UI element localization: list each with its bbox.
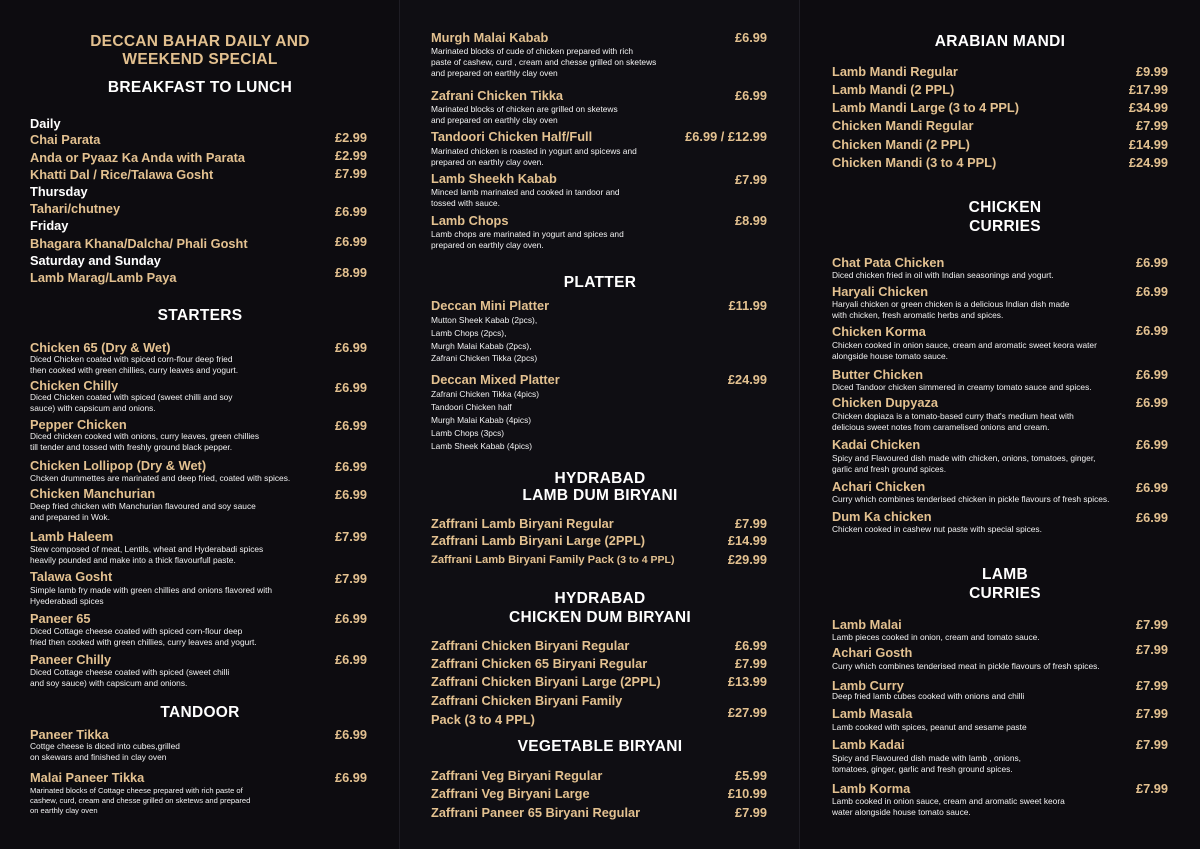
tandoor-item-name: Lamb Sheekh Kabab	[431, 171, 557, 186]
tandoor-item-name: Malai Paneer Tikka	[30, 770, 145, 785]
thursday-label: Thursday	[30, 184, 88, 199]
breakfast-item-name: Lamb Marag/Lamb Paya	[30, 270, 177, 285]
curry-item-name: Achari Chicken	[832, 479, 926, 494]
biryani-item-price: £13.99	[727, 674, 767, 689]
tandoor-item-price: £6.99 / £12.99	[685, 129, 767, 144]
mandi-item-price: £17.99	[1128, 82, 1168, 97]
curry-item-price: £6.99	[1135, 367, 1168, 382]
mandi-item-name: Chicken Mandi (3 to 4 PPL)	[832, 155, 997, 170]
biryani-item-name: Zaffrani Chicken 65 Biryani Regular	[431, 656, 648, 671]
starter-item-name: Lamb Haleem	[30, 529, 114, 544]
tandoor-item-description: Marinated blocks of Cottage cheese prepared with rich paste of cashew, curd, cream and chesse grilled on sketews and prepared on earthly clay oven	[30, 786, 251, 815]
tandoor-item-price: £6.99	[334, 727, 367, 742]
biryani-item-name: Zaffrani Chicken Biryani Regular	[431, 638, 630, 653]
mandi-item-price: £24.99	[1128, 155, 1168, 170]
tandoor-item-price: £8.99	[734, 213, 767, 228]
starter-item-name: Chicken 65 (Dry & Wet)	[30, 340, 171, 355]
starter-item-description: Diced Chicken coated with spiced corn-flour deep fried then cooked with green chillies, curry leaves and yogurt.	[30, 354, 239, 375]
veg-biryani-heading: VEGETABLE BIRYANI	[517, 738, 683, 755]
curry-item-description: Spicy and Flavoured dish made with chicken, onions, tomatoes, ginger, garlic and fresh ground spices.	[832, 453, 1096, 474]
starter-item-price: £6.99	[334, 611, 367, 626]
curry-item-price: £7.99	[1135, 737, 1168, 752]
lamb-curries-heading-line-1: LAMB	[982, 566, 1028, 583]
curry-item-description: Chicken cooked in cashew nut paste with special spices.	[832, 524, 1042, 534]
biryani-item-price: £10.99	[727, 786, 767, 801]
curry-item-name: Chat Pata Chicken	[832, 255, 945, 270]
curry-item-name: Kadai Chicken	[832, 437, 921, 452]
biryani-item-price: £29.99	[727, 552, 767, 567]
tandoor-item-name: Paneer Tikka	[30, 727, 109, 742]
curry-item-price: £6.99	[1135, 255, 1168, 270]
starter-item-price: £6.99	[334, 459, 367, 474]
curry-item-price: £6.99	[1135, 323, 1168, 338]
breakfast-item-price: £6.99	[334, 204, 367, 219]
title-line-2: WEEKEND SPECIAL	[122, 51, 278, 68]
starter-item-name: Chicken Lollipop (Dry & Wet)	[30, 458, 207, 473]
curry-item-description: Diced chicken fried in oil with Indian seasonings and yogurt.	[832, 270, 1054, 280]
platter-item-price: £24.99	[727, 372, 767, 387]
curry-item-description: Chicken dopiaza is a tomato-based curry that's medium heat with delicious sweet notes from caramelised onions and cream.	[832, 411, 1074, 432]
breakfast-item-price: £6.99	[334, 234, 367, 249]
mandi-item-price: £9.99	[1135, 64, 1168, 79]
title-line-1: DECCAN BAHAR DAILY AND	[90, 33, 310, 50]
biryani-item-name: Zaffrani Chicken Biryani Large (2PPL)	[431, 674, 661, 689]
tandoor-item-description: Marinated blocks of chicken are grilled on sketews and prepared on earthly clay oven	[431, 104, 618, 125]
breakfast-heading: BREAKFAST TO LUNCH	[107, 79, 293, 96]
chicken-curries-heading-line-2: CURRIES	[969, 218, 1041, 235]
tandoor-item-price: £7.99	[734, 172, 767, 187]
curry-item-name: Chicken Korma	[832, 324, 926, 339]
starter-item-description: Diced Cottage cheese coated with spiced (sweet chilli and soy sauce) with capsicum and onions.	[30, 667, 230, 688]
menu-panel-right	[800, 0, 1200, 849]
curry-item-description: Lamb pieces cooked in onion, cream and tomato sauce.	[832, 632, 1040, 642]
biryani-item-price: £7.99	[734, 805, 767, 820]
curry-item-price: £6.99	[1135, 437, 1168, 452]
curry-item-price: £7.99	[1135, 678, 1168, 693]
starter-item-price: £6.99	[334, 487, 367, 502]
lamb-biryani-heading-line-1: HYDRABAD	[554, 470, 646, 487]
starter-item-description: Deep fried chicken with Manchurian flavoured and soy sauce and prepared in Wok.	[30, 501, 256, 522]
platter-item-description: Zafrani Chicken Tikka (4pics) Tandoori Chicken half Murgh Malai Kabab (4pics) Lamb Chops (3pcs) Lamb Sheek Kabab (4pics)	[431, 389, 539, 451]
curry-item-description: Deep fried lamb cubes cooked with onions and chilli	[832, 691, 1025, 701]
breakfast-item-name: Bhagara Khana/Dalcha/ Phali Gosht	[30, 236, 248, 251]
mandi-item-name: Lamb Mandi Regular	[832, 64, 958, 79]
platter-item-name: Deccan Mini Platter	[431, 298, 550, 313]
starter-item-name: Paneer 65	[30, 611, 91, 626]
curry-item-description: Lamb cooked with spices, peanut and sesame paste	[832, 722, 1027, 732]
biryani-item-name-main: Zaffrani Lamb Biryani Family Pack	[431, 554, 614, 566]
menu-panel-left	[0, 0, 400, 849]
curry-item-price: £7.99	[1135, 781, 1168, 796]
mandi-item-name: Lamb Mandi (2 PPL)	[832, 82, 955, 97]
biryani-item-name: Zaffrani Chicken Biryani Family	[431, 693, 623, 708]
tandoor-item-name: Zafrani Chicken Tikka	[431, 88, 564, 103]
lamb-biryani-heading-line-2: LAMB DUM BIRYANI	[522, 487, 678, 504]
tandoor-item-description: Lamb chops are marinated in yogurt and spices and prepared on earthly clay oven.	[431, 229, 624, 250]
mandi-item-price: £14.99	[1128, 137, 1168, 152]
curry-item-name: Lamb Korma	[832, 781, 911, 796]
tandoor-item-description: Marinated blocks of cude of chicken prepared with rich paste of cashew, curd , cream and chesse grilled on sketews and prepared on earthly clay oven	[431, 46, 657, 78]
curry-item-price: £6.99	[1135, 510, 1168, 525]
friday-label: Friday	[30, 218, 69, 233]
breakfast-item-name: Tahari/chutney	[30, 201, 121, 216]
tandoor-item-description: Minced lamb marinated and cooked in tandoor and tossed with sauce.	[431, 187, 620, 208]
starter-item-price: £7.99	[334, 529, 367, 544]
breakfast-item-name: Khatti Dal / Rice/Talawa Gosht	[30, 167, 214, 182]
biryani-item-name-size: (3 to 4 PPL)	[613, 554, 675, 566]
biryani-item-price: £5.99	[734, 768, 767, 783]
curry-item-description: Lamb cooked in onion sauce, cream and aromatic sweet keora water alongside house tomato sauce.	[832, 796, 1065, 817]
biryani-item-name: Pack (3 to 4 PPL)	[431, 712, 535, 727]
tandoor-heading: TANDOOR	[160, 704, 240, 721]
starter-item-name: Chicken Manchurian	[30, 486, 156, 501]
breakfast-item-name: Anda or Pyaaz Ka Anda with Parata	[30, 150, 245, 165]
starter-item-name: Talawa Gosht	[30, 569, 113, 584]
biryani-item-price: £6.99	[734, 638, 767, 653]
breakfast-item-price: £2.99	[334, 130, 367, 145]
breakfast-item-name: Chai Parata	[30, 132, 101, 147]
tandoor-item-description: Marinated chicken is roasted in yogurt and spicews and prepared on earthly clay oven.	[431, 146, 637, 167]
tandoor-item-name: Murgh Malai Kabab	[431, 30, 549, 45]
curry-item-description: Spicy and Flavoured dish made with lamb , onions, tomatoes, ginger, garlic and fresh ground spices.	[832, 753, 1022, 774]
biryani-item-price: £27.99	[727, 705, 767, 720]
tandoor-item-price: £6.99	[334, 770, 367, 785]
lamb-curries-heading-line-2: CURRIES	[969, 585, 1041, 602]
menu-panel-middle	[400, 0, 800, 849]
curry-item-name: Lamb Masala	[832, 706, 913, 721]
starter-item-description: Stew composed of meat, Lentils, wheat and Hyderabadi spices heavily pounded and make into a thick flavourfull paste.	[30, 544, 264, 565]
curry-item-price: £6.99	[1135, 395, 1168, 410]
starter-item-price: £7.99	[334, 571, 367, 586]
curry-item-name: Dum Ka chicken	[832, 509, 932, 524]
biryani-item-price: £7.99	[734, 516, 767, 531]
starter-item-description: Simple lamb fry made with green chillies and onions flavored with Hyederabadi spices	[30, 585, 273, 606]
curry-item-name: Lamb Malai	[832, 617, 902, 632]
curry-item-name: Chicken Dupyaza	[832, 395, 938, 410]
curry-item-price: £7.99	[1135, 706, 1168, 721]
biryani-item-price: £14.99	[727, 533, 767, 548]
biryani-item-name: Zaffrani Veg Biryani Large	[431, 786, 590, 801]
curry-item-name: Haryali Chicken	[832, 284, 929, 299]
curry-item-name: Butter Chicken	[832, 367, 924, 382]
starter-item-price: £6.99	[334, 418, 367, 433]
platter-item-name: Deccan Mixed Platter	[431, 372, 560, 387]
curry-item-description: Haryali chicken or green chicken is a delicious Indian dish made with chicken, fresh aromatic herbs and spices.	[832, 299, 1070, 320]
saturday-sunday-label: Saturday and Sunday	[30, 253, 161, 268]
curry-item-description: Curry which combines tenderised chicken in pickle flavours of fresh spices.	[832, 494, 1110, 504]
chicken-biryani-heading-line-2: CHICKEN DUM BIRYANI	[509, 609, 691, 626]
tandoor-item-price: £6.99	[734, 30, 767, 45]
mandi-item-name: Lamb Mandi Large (3 to 4 PPL)	[832, 100, 1019, 115]
curry-item-price: £7.99	[1135, 642, 1168, 657]
biryani-item-name: Zaffrani Lamb Biryani Large (2PPL)	[431, 533, 646, 548]
starter-item-price: £6.99	[334, 340, 367, 355]
starter-item-description: Chcken drummettes are marinated and deep fried, coated with spices.	[30, 473, 291, 483]
breakfast-item-price: £7.99	[334, 166, 367, 181]
curry-item-name: Lamb Curry	[832, 678, 904, 693]
tandoor-item-description: Cottge cheese is diced into cubes,grilled on skewars and finished in clay oven	[30, 741, 180, 762]
curry-item-description: Curry which combines tenderised meat in pickle flavours of fresh spices.	[832, 661, 1100, 671]
tandoor-item-name: Lamb Chops	[431, 213, 509, 228]
mandi-heading: ARABIAN MANDI	[934, 33, 1066, 50]
starter-item-price: £6.99	[334, 380, 367, 395]
chicken-biryani-heading-line-1: HYDRABAD	[554, 590, 646, 607]
starters-heading: STARTERS	[157, 307, 243, 324]
breakfast-item-price: £8.99	[334, 265, 367, 280]
chicken-curries-heading-line-1: CHICKEN	[968, 199, 1042, 216]
curry-item-description: Diced Tandoor chicken simmered in creamy tomato sauce and spices.	[832, 382, 1092, 392]
mandi-item-price: £34.99	[1128, 100, 1168, 115]
daily-label: Daily	[30, 116, 61, 131]
starter-item-name: Chicken Chilly	[30, 378, 119, 393]
tandoor-item-price: £6.99	[734, 88, 767, 103]
biryani-item-price: £7.99	[734, 656, 767, 671]
starter-item-name: Paneer Chilly	[30, 652, 112, 667]
platter-heading: PLATTER	[563, 274, 637, 291]
biryani-item-name	[431, 552, 674, 568]
starter-item-description: Diced Cottage cheese coated with spiced corn-flour deep fried then cooked with green chillies, curry leaves and yogurt.	[30, 626, 257, 647]
platter-item-price: £11.99	[728, 298, 767, 313]
starter-item-description: Diced Chicken coated with spiced (sweet chilli and soy sauce) with capsicum and onions.	[30, 392, 233, 413]
mandi-item-price: £7.99	[1135, 118, 1168, 133]
starter-item-price: £6.99	[334, 652, 367, 667]
biryani-item-name: Zaffrani Veg Biryani Regular	[431, 768, 603, 783]
curry-item-price: £6.99	[1135, 284, 1168, 299]
mandi-item-name: Chicken Mandi Regular	[832, 118, 974, 133]
curry-item-price: £7.99	[1135, 617, 1168, 632]
starter-item-name: Pepper Chicken	[30, 417, 127, 432]
tandoor-item-name: Tandoori Chicken Half/Full	[431, 129, 593, 144]
curry-item-name: Achari Gosth	[832, 645, 913, 660]
curry-item-description: Chicken cooked in onion sauce, cream and aromatic sweet keora water alongside house tomato sauce.	[832, 340, 1097, 361]
breakfast-item-price: £2.99	[334, 148, 367, 163]
biryani-item-name: Zaffrani Paneer 65 Biryani Regular	[431, 805, 641, 820]
curry-item-price: £6.99	[1135, 480, 1168, 495]
biryani-item-name: Zaffrani Lamb Biryani Regular	[431, 516, 614, 531]
starter-item-description: Diced chicken cooked with onions, curry leaves, green chillies till tender and tossed with freshly ground black pepper.	[30, 431, 260, 452]
platter-item-description: Mutton Sheek Kabab (2pcs), Lamb Chops (2pcs), Murgh Malai Kabab (2pcs), Zafrani Chicken Tikka (2pcs)	[431, 315, 538, 364]
curry-item-name: Lamb Kadai	[832, 737, 905, 752]
mandi-item-name: Chicken Mandi (2 PPL)	[832, 137, 970, 152]
